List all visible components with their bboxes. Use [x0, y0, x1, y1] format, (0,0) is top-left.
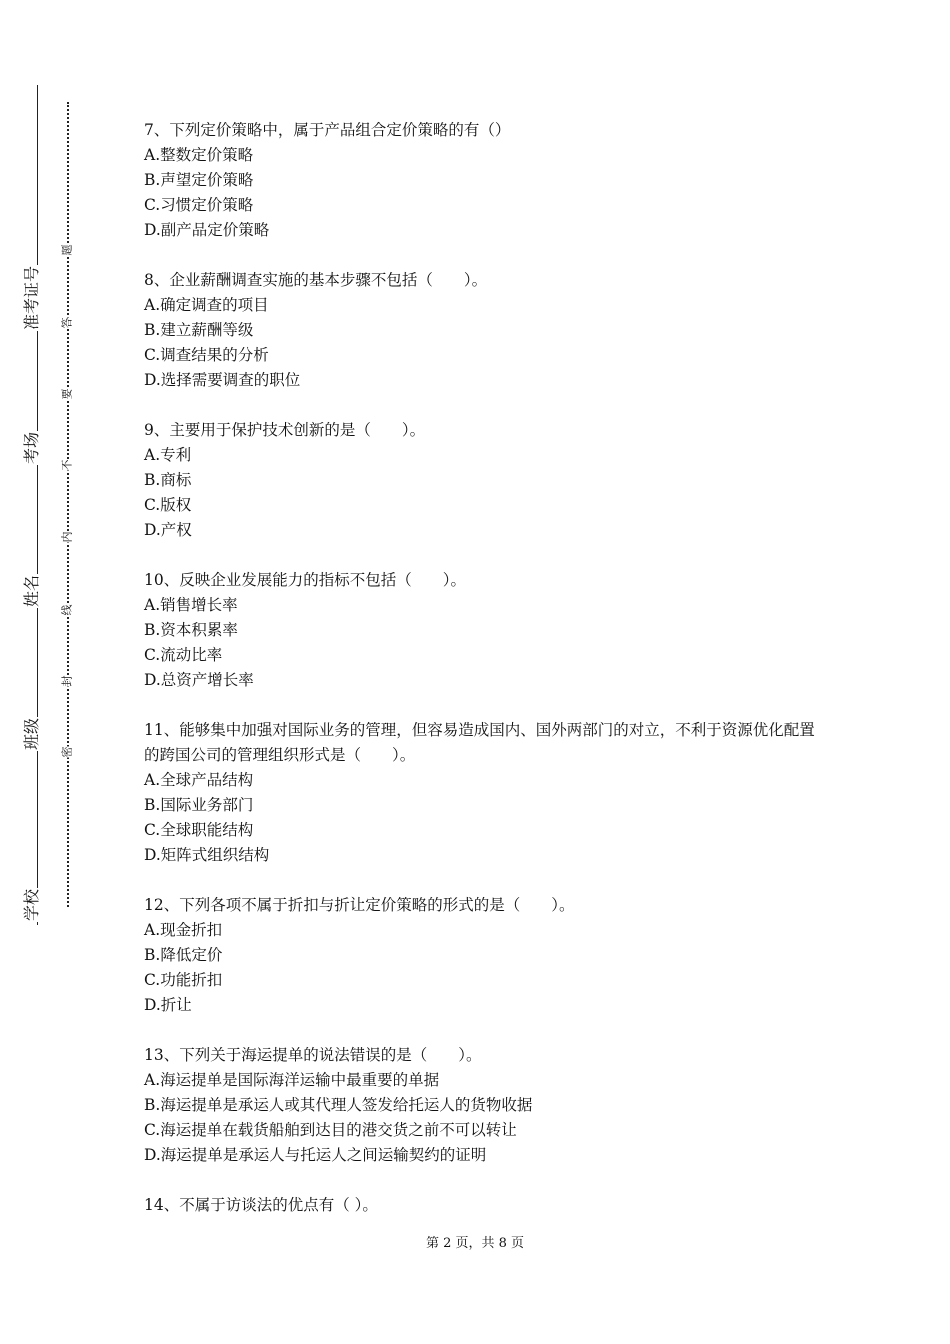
name-label: 姓名: [22, 574, 41, 608]
option-b: B.国际业务部门: [144, 796, 254, 814]
question-7: [144, 118, 824, 243]
option-b: B.建立薪酬等级: [144, 321, 254, 339]
option-a: A.确定调查的项目: [144, 296, 269, 314]
seal-dotted-line: [67, 102, 69, 907]
seal-char: 密: [60, 746, 74, 758]
binding-margin: [0, 0, 90, 1344]
seal-char: 封: [60, 675, 74, 687]
option-c: C.调查结果的分析: [144, 346, 269, 364]
option-c: C.流动比率: [144, 646, 223, 664]
option-a: A.全球产品结构: [144, 771, 254, 789]
option-d: D.总资产增长率: [144, 671, 254, 689]
option-a: A.销售增长率: [144, 596, 238, 614]
question-text: 11、能够集中加强对国际业务的管理，但容易造成国内、国外两部门的对立，不利于资源优化配置的跨国公司的管理组织形式是（ ）。: [144, 721, 815, 764]
option-c: C.全球职能结构: [144, 821, 254, 839]
question-10: [144, 568, 824, 693]
question-text: 12、下列各项不属于折扣与折让定价策略的形式的是（ ）。: [144, 896, 575, 914]
seal-char: 线: [60, 604, 74, 616]
question-text: 10、反映企业发展能力的指标不包括（ ）。: [144, 571, 466, 589]
option-d: D.折让: [144, 996, 192, 1014]
question-9: [144, 418, 824, 543]
question-text: 7、下列定价策略中，属于产品组合定价策略的有（）: [144, 121, 511, 139]
option-c: C.海运提单在载货船舶到达目的港交货之前不可以转让: [144, 1121, 517, 1139]
question-13: [144, 1043, 824, 1168]
question-text: 8、企业薪酬调查实施的基本步骤不包括（ ）。: [144, 271, 488, 289]
option-c: C.版权: [144, 496, 192, 514]
option-c: C.习惯定价策略: [144, 196, 254, 214]
seal-char: 题: [60, 244, 74, 256]
option-b: B.资本积累率: [144, 621, 238, 639]
exam-number-label: 准考证号: [22, 265, 41, 331]
seal-char: 不: [60, 459, 74, 471]
question-text: 9、主要用于保护技术创新的是（ ）。: [144, 421, 426, 439]
option-b: B.商标: [144, 471, 192, 489]
seal-char: 要: [60, 388, 74, 400]
binding-solid-line: [37, 85, 38, 925]
option-d: D.副产品定价策略: [144, 221, 270, 239]
seal-char: 答: [60, 317, 74, 329]
question-list: [144, 118, 824, 1243]
question-14: [144, 1193, 824, 1218]
option-a: A.海运提单是国际海洋运输中最重要的单据: [144, 1071, 440, 1089]
question-8: [144, 268, 824, 393]
question-text: 13、下列关于海运提单的说法错误的是（ ）。: [144, 1046, 482, 1064]
option-c: C.功能折扣: [144, 971, 223, 989]
option-d: D.海运提单是承运人与托运人之间运输契约的证明: [144, 1146, 487, 1164]
option-b: B.降低定价: [144, 946, 223, 964]
option-d: D.产权: [144, 521, 192, 539]
option-d: D.矩阵式组织结构: [144, 846, 270, 864]
question-11: [144, 718, 824, 868]
class-label: 班级: [22, 717, 41, 751]
school-label: 学校: [22, 888, 41, 922]
option-a: A.现金折扣: [144, 921, 223, 939]
exam-room-label: 考场: [22, 431, 41, 465]
seal-char: 内: [60, 531, 74, 543]
question-text: 14、不属于访谈法的优点有（ ）。: [144, 1196, 378, 1214]
page-number: 第 2 页，共 8 页: [425, 1236, 525, 1251]
option-b: B.声望定价策略: [144, 171, 254, 189]
option-a: A.专利: [144, 446, 192, 464]
option-a: A.整数定价策略: [144, 146, 254, 164]
question-12: [144, 893, 824, 1018]
option-d: D.选择需要调查的职位: [144, 371, 301, 389]
option-b: B.海运提单是承运人或其代理人签发给托运人的货物收据: [144, 1096, 533, 1114]
